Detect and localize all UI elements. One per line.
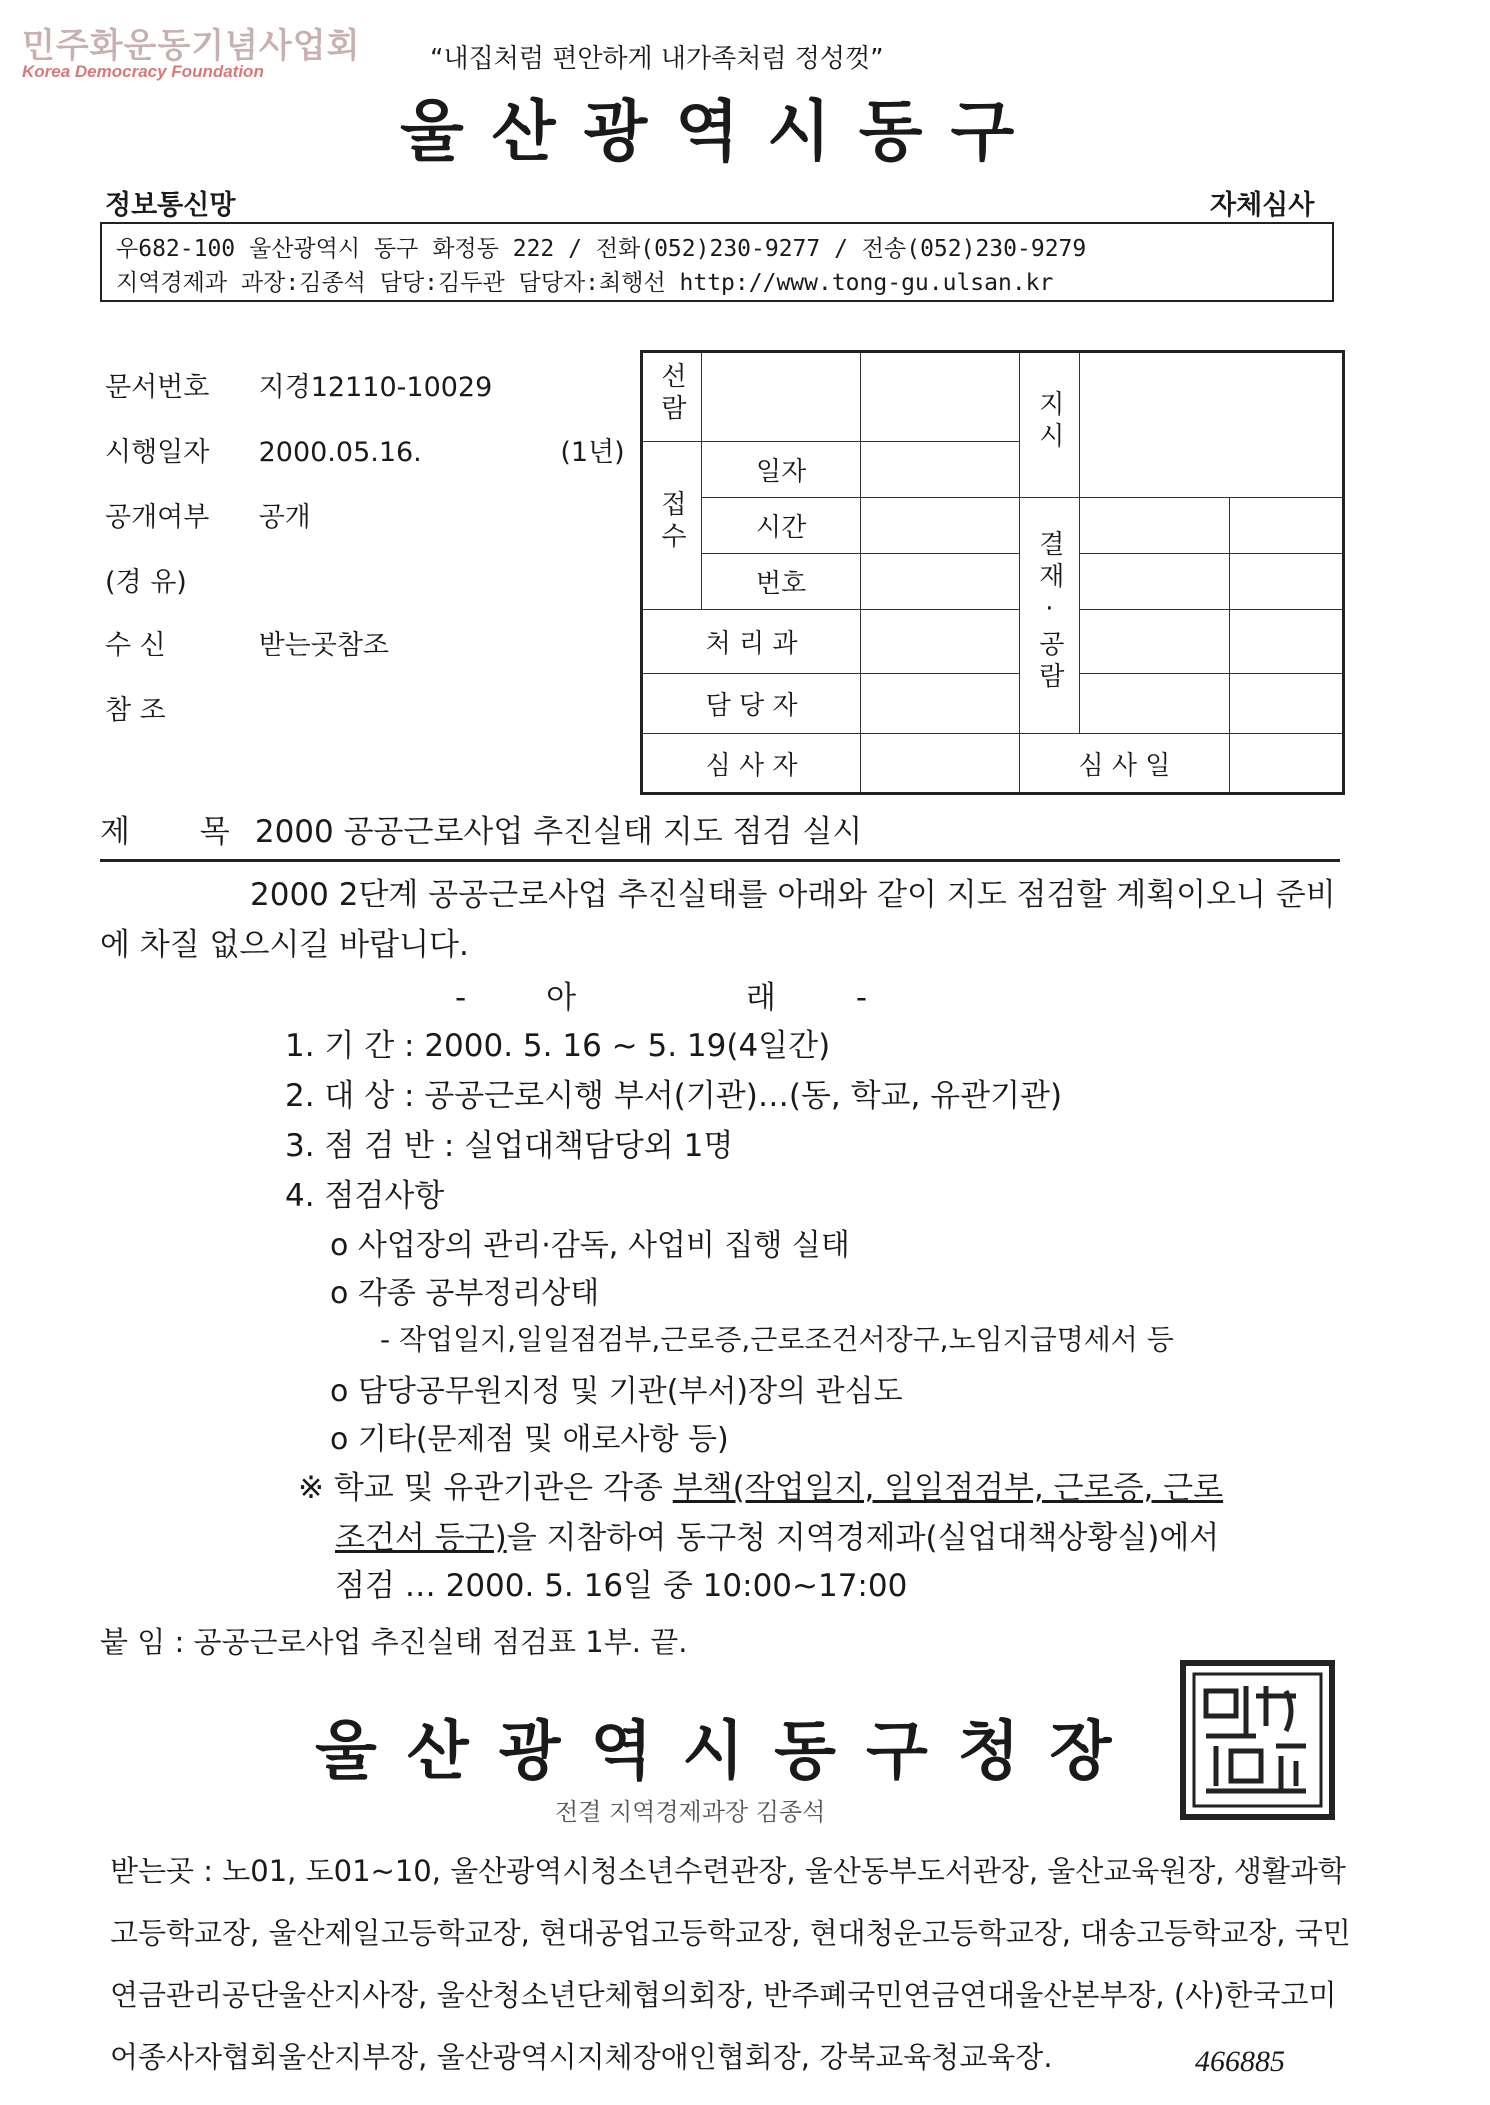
receipt-date-cell xyxy=(861,442,1020,498)
date-value: 2000.05.16. xyxy=(258,437,422,468)
preview-cell-2 xyxy=(861,352,1020,442)
approval-cell-4a xyxy=(1080,674,1229,734)
item-period: 1. 기 간 : 2000. 5. 16 ~ 5. 19(4일간) xyxy=(285,1028,831,1064)
check-other: o 기타(문제점 및 애로사항 등) xyxy=(330,1422,729,1457)
note-line-3: 점검 … 2000. 5. 16일 중 10:00~17:00 xyxy=(335,1568,908,1604)
attachment-line: 붙 임 : 공공근로사업 추진실태 점검표 1부. 끝. xyxy=(100,1625,688,1659)
below-heading: -아 래- xyxy=(455,980,948,1016)
receipt-time-label: 시간 xyxy=(701,498,860,554)
watermark-org-korean: 민주화운동기념사업회 xyxy=(22,26,361,66)
officer-label: 담 당 자 xyxy=(642,674,861,734)
review-date-label: 심 사 일 xyxy=(1020,734,1229,794)
receipt-label: 접수 xyxy=(642,442,702,610)
receipt-date-label: 일자 xyxy=(701,442,860,498)
check-management: o 사업장의 관리·감독, 사업비 집행 실태 xyxy=(330,1228,850,1263)
contact-line-2: 지역경제과 과장:김종석 담당:김두관 담당자:최행선 http://www.tong-gu.ulsan.kr xyxy=(116,270,1054,296)
org-title: 울산광역시동구 xyxy=(400,93,1043,170)
item-checklist: 4. 점검사항 xyxy=(285,1178,445,1214)
instruction-label: 지시 xyxy=(1020,352,1080,498)
recipient-value: 받는곳참조 xyxy=(258,630,390,661)
check-officer: o 담당공무원지정 및 기관(부서)장의 관심도 xyxy=(330,1374,903,1409)
approval-cell-1b xyxy=(1229,498,1343,554)
check-records: o 각종 공부정리상태 xyxy=(330,1276,600,1311)
intro-paragraph: 2000 2단계 공공근로사업 추진실태를 아래와 같이 지도 점검할 계획이오니 준비에 차질 없으시길 바랍니다. xyxy=(100,877,1336,963)
receipt-time-cell xyxy=(861,498,1020,554)
approval-cell-3a xyxy=(1080,610,1229,674)
note-line-1 xyxy=(298,1462,1223,1507)
dept-label: 처 리 과 xyxy=(642,610,861,674)
watermark-org-english: Korea Democracy Foundation xyxy=(22,62,264,81)
item-target: 2. 대 상 : 공공근로시행 부서(기관)…(동, 학교, 유관기관) xyxy=(285,1078,1063,1114)
reference-label: 참 조 xyxy=(105,695,166,726)
approval-label: 결재·공람 xyxy=(1020,498,1080,734)
note-prefix: ※ 학교 및 유관기관은 각종 xyxy=(298,1470,673,1506)
motto: “내집처럼 편안하게 내가족처럼 정성껏” xyxy=(430,44,884,74)
subject-text: 2000 공공근로사업 추진실태 지도 점검 실시 xyxy=(254,814,863,850)
retention-value: (1년) xyxy=(560,437,625,468)
review-date-cell xyxy=(1229,734,1343,794)
recipient-label: 수 신 xyxy=(105,630,166,661)
approval-cell-1a xyxy=(1080,498,1229,554)
approval-cell-3b xyxy=(1229,610,1343,674)
approval-cell-2a xyxy=(1080,554,1229,610)
doc-number-value: 지경12110-10029 xyxy=(258,372,493,403)
date-label: 시행일자 xyxy=(105,437,210,468)
doc-number-row xyxy=(105,365,492,404)
recipient-row xyxy=(105,623,389,662)
note-underlined-2: 조건서 등구) xyxy=(335,1520,507,1556)
reviewer-label: 심 사 자 xyxy=(642,734,861,794)
recipients-list: 받는곳 : 노01, 도01~10, 울산광역시청소년수련관장, 울산동부도서관장, 울산교육원장, 생활과학고등학교장, 울산제일고등학교장, 현대공업고등학교장, 현대청운고등학교장, 대송고등학교장, 국민연금관리공단울산지사장, 울산청소년단체협의회장, 반주폐국민연금연대울산본부장, (사)한국고미어종사자협회울산지부장, 울산광역시지체장애인협회장, 강북교육청교육장. xyxy=(110,1854,1351,2074)
public-row xyxy=(105,495,311,534)
receipt-number-cell xyxy=(861,554,1020,610)
via-row xyxy=(105,560,250,599)
officer-cell xyxy=(861,674,1020,734)
item-team: 3. 점 검 반 : 실업대책담당외 1명 xyxy=(285,1128,734,1164)
receipt-number-label: 번호 xyxy=(701,554,860,610)
date-row xyxy=(105,430,625,469)
check-records-detail: - 작업일지,일일점검부,근로증,근로조건서장구,노임지급명세서 등 xyxy=(380,1323,1174,1356)
public-label: 공개여부 xyxy=(105,502,210,533)
subject-label: 제 목 xyxy=(100,814,260,850)
instruction-cell xyxy=(1080,352,1344,498)
via-label: (경 유) xyxy=(105,567,187,598)
seal-pattern-icon xyxy=(1186,1666,1329,1814)
note-underlined-1: 부책(작업일지, 일일점검부, 근로증, 근로 xyxy=(672,1470,1224,1506)
preview-label: 선람 xyxy=(642,352,702,442)
contact-box xyxy=(100,222,1334,302)
signer-delegate: 전결 지역경제과장 김종석 xyxy=(555,1798,826,1826)
doc-number-label: 문서번호 xyxy=(105,372,210,403)
note-line-2 xyxy=(335,1512,1219,1557)
self-review-label: 자체심사 xyxy=(1210,190,1315,221)
official-seal xyxy=(1180,1660,1335,1820)
public-value: 공개 xyxy=(258,502,311,533)
note-suffix: 을 지참하여 동구청 지역경제과(실업대책상황실)에서 xyxy=(506,1520,1220,1556)
reference-row xyxy=(105,688,250,727)
reviewer-cell xyxy=(861,734,1020,794)
signer-title: 울산광역시동구청장 xyxy=(315,1714,1142,1789)
approval-cell-4b xyxy=(1229,674,1343,734)
approval-table xyxy=(640,350,1345,795)
network-label: 정보통신망 xyxy=(105,190,236,221)
subject-line xyxy=(100,806,1340,862)
dept-cell xyxy=(861,610,1020,674)
preview-cell-1 xyxy=(701,352,860,442)
contact-line-1: 우682-100 울산광역시 동구 화정동 222 / 전화(052)230-9277 / 전송(052)230-9279 xyxy=(116,236,1087,262)
approval-cell-2b xyxy=(1229,554,1343,610)
archive-number: 466885 xyxy=(1195,2045,1285,2078)
